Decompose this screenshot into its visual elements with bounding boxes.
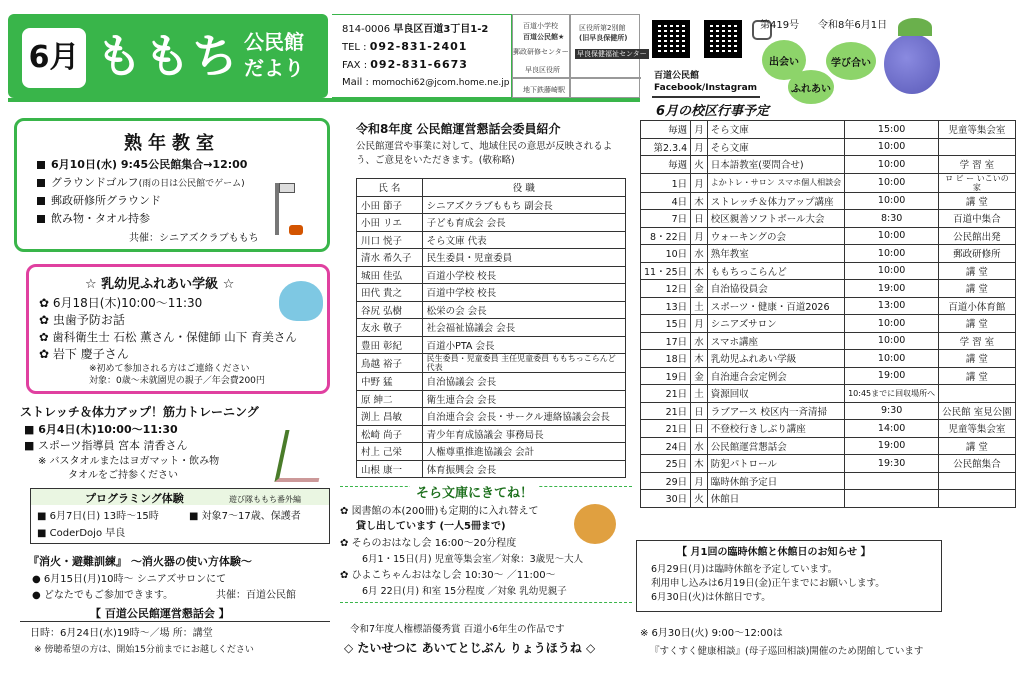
sch-date: 19日 bbox=[641, 367, 691, 385]
sch-day: 日 bbox=[691, 210, 708, 228]
schedule-row bbox=[641, 245, 1016, 263]
programming-date: ■ 6月7日(日) 13時～15時 bbox=[37, 511, 159, 522]
sch-time: 13:00 bbox=[845, 297, 939, 315]
sch-event: 校区親善ソフトボール大会 bbox=[707, 210, 844, 228]
sch-day: 土 bbox=[691, 385, 708, 403]
schedule-row bbox=[641, 173, 1016, 192]
members-row bbox=[357, 249, 626, 267]
schedule-row bbox=[641, 455, 1016, 473]
sch-event: ラブアース 校区内一斉清掃 bbox=[707, 402, 844, 420]
sch-time: 10:00 bbox=[845, 315, 939, 333]
stretch-section bbox=[14, 402, 334, 484]
stretch-note-2: タオルをご持参ください bbox=[68, 470, 178, 481]
map-label-kuyakusho: 早良区役所 bbox=[525, 66, 560, 74]
jukunen-title: 熟年教室 bbox=[124, 133, 220, 154]
nyuyoji-lecturers: ✿ 歯科衛生士 石松 薫さん・保健師 山下 育美さん bbox=[39, 330, 297, 344]
sch-place: 公民館集合 bbox=[939, 455, 1016, 473]
member-name: 谷尻 弘樹 bbox=[357, 301, 423, 319]
schedule-row bbox=[641, 350, 1016, 368]
schedule-row bbox=[641, 367, 1016, 385]
schedule-row bbox=[641, 138, 1016, 156]
map-label-old-hokenjo: (旧早良保健所) bbox=[579, 34, 628, 42]
programming-title: プログラミング体験 bbox=[85, 492, 184, 505]
sora-books: ✿ 図書館の本(200冊)も定期的に入れ替えて bbox=[340, 506, 539, 517]
sch-event: シニアズサロン bbox=[707, 315, 844, 333]
sch-time: 9:30 bbox=[845, 402, 939, 420]
schedule-row bbox=[641, 192, 1016, 210]
issue-number: 第419号 bbox=[760, 20, 800, 31]
sora-title: そら文庫にきてね！ bbox=[410, 482, 539, 501]
member-role: 自治協議会 会長 bbox=[422, 373, 625, 391]
member-role: 百道小PTA 会長 bbox=[422, 336, 625, 354]
sch-day: 水 bbox=[691, 245, 708, 263]
sch-event: 日本語教室(要問合せ) bbox=[707, 156, 844, 174]
member-role: 自治連合会 会長・サークル連絡協議会会長 bbox=[422, 408, 625, 426]
schedule-row bbox=[641, 332, 1016, 350]
sch-date: 12日 bbox=[641, 280, 691, 298]
bubble-deai: 出会い bbox=[762, 40, 806, 80]
schedule-table bbox=[640, 120, 1016, 508]
member-role: 社会福祉協議会 会長 bbox=[422, 319, 625, 337]
members-header-role: 役 職 bbox=[422, 179, 625, 197]
stretch-title: ストレッチ＆体力アップ！筋力トレーニング bbox=[20, 405, 259, 419]
schedule-row bbox=[641, 210, 1016, 228]
nyuyoji-target: 対象：0歳～未就園児の親子／年会費200円 bbox=[89, 376, 265, 386]
sch-time: 8:30 bbox=[845, 210, 939, 228]
sch-time: 10:00 bbox=[845, 262, 939, 280]
slogan-text: ◇ たいせつに あいてとじぶん りょうほうね ◇ bbox=[344, 641, 596, 655]
stretch-note: ※ バスタオルまたはヨガマット・飲み物 bbox=[38, 456, 220, 467]
sch-event: ももちっこらんど bbox=[707, 262, 844, 280]
map-label-fukushi: 早良保健福祉センター bbox=[577, 50, 647, 58]
member-role: 人権尊重推進協議会 会計 bbox=[422, 443, 625, 461]
sch-day: 火 bbox=[691, 490, 708, 508]
sch-place: 講 堂 bbox=[939, 437, 1016, 455]
sns-platforms: Facebook/Instagram bbox=[654, 83, 758, 93]
sch-place bbox=[939, 385, 1016, 403]
member-name: 城田 佳弘 bbox=[357, 266, 423, 284]
sch-place: 児童等集会室 bbox=[939, 121, 1016, 139]
sch-place: 百道小体育館 bbox=[939, 297, 1016, 315]
sora-ohanashi: ✿ そらのおはなし会 16:00～20分程度 bbox=[340, 538, 517, 549]
member-role: そら文庫 代表 bbox=[422, 231, 625, 249]
sch-time: 19:30 bbox=[845, 455, 939, 473]
issue-date: 令和8年6月1日 bbox=[818, 20, 888, 31]
mail-address: momochi62@jcom.home.ne.jp bbox=[372, 78, 510, 88]
sch-place: 講 堂 bbox=[939, 367, 1016, 385]
sch-place: ロ ビ ー いこいの家 bbox=[939, 173, 1016, 192]
nyuyoji-section bbox=[26, 264, 330, 394]
members-row bbox=[357, 231, 626, 249]
sch-day: 水 bbox=[691, 437, 708, 455]
member-name: 松崎 尚子 bbox=[357, 425, 423, 443]
golf-ball-icon bbox=[289, 225, 303, 235]
sch-day: 金 bbox=[691, 367, 708, 385]
sch-time: 10:00 bbox=[845, 138, 939, 156]
sch-date: 24日 bbox=[641, 437, 691, 455]
members-row bbox=[357, 266, 626, 284]
members-row bbox=[357, 336, 626, 354]
sch-day: 月 bbox=[691, 121, 708, 139]
sch-date: 第2.3.4 bbox=[641, 138, 691, 156]
sch-event: 熟年教室 bbox=[707, 245, 844, 263]
sch-time: 19:00 bbox=[845, 280, 939, 298]
sch-time: 15:00 bbox=[845, 121, 939, 139]
newsletter-subtitle-2: だより bbox=[244, 56, 304, 80]
map-label-station: 地下鉄藤崎駅 bbox=[523, 86, 565, 94]
jukunen-bring: 飲み物・タオル持参 bbox=[37, 211, 150, 227]
member-role: 体育振興会 会長 bbox=[422, 460, 625, 478]
sora-hiyoko-date: 6月 22日(月) 和室 15分程度 ／対象 乳幼児親子 bbox=[362, 586, 567, 597]
schedule-row bbox=[641, 121, 1016, 139]
member-name: 村上 己栄 bbox=[357, 443, 423, 461]
members-table bbox=[356, 178, 626, 478]
members-row bbox=[357, 460, 626, 478]
schedule-row bbox=[641, 297, 1016, 315]
sch-day: 月 bbox=[691, 173, 708, 192]
sch-place: 公民館出発 bbox=[939, 227, 1016, 245]
member-name: 川口 悦子 bbox=[357, 231, 423, 249]
member-name: 清水 希久子 bbox=[357, 249, 423, 267]
access-map bbox=[512, 14, 647, 98]
mail-label: Mail : bbox=[342, 77, 369, 88]
member-name: 山根 康一 bbox=[357, 460, 423, 478]
sch-event: スマホ講座 bbox=[707, 332, 844, 350]
members-intro: 公民館運営や事業に対して、地域住民の意思が反映されるよう、ご意見をいただきます。(敬称略) bbox=[356, 141, 613, 166]
sch-time bbox=[845, 490, 939, 508]
map-label-school: 百道小学校 bbox=[523, 22, 558, 30]
footer-note-1: ※ 6月30日(火) 9:00～12:00は bbox=[640, 628, 783, 639]
sch-time: 19:00 bbox=[845, 437, 939, 455]
sch-event: 休館日 bbox=[707, 490, 844, 508]
jukunen-place: 郵政研修所グラウンド bbox=[37, 193, 161, 209]
sch-place: 講 堂 bbox=[939, 280, 1016, 298]
sch-day: 木 bbox=[691, 455, 708, 473]
sch-time: 14:00 bbox=[845, 420, 939, 438]
members-row bbox=[357, 301, 626, 319]
sch-date: 7日 bbox=[641, 210, 691, 228]
unei-datetime: 日時：6月24日(水)19時～／場 所：講堂 bbox=[30, 628, 213, 639]
closure-line-1: 6月29日(月)は臨時休館を予定しています。 bbox=[651, 564, 838, 575]
members-row bbox=[357, 354, 626, 373]
elephant-icon bbox=[279, 281, 323, 321]
sch-date: 4日 bbox=[641, 192, 691, 210]
members-row bbox=[357, 284, 626, 302]
sch-place bbox=[939, 490, 1016, 508]
sch-day: 金 bbox=[691, 280, 708, 298]
exercise-figure-icon bbox=[274, 430, 329, 482]
jukunen-golf: グラウンドゴルフ(雨の日は公民館でゲーム) bbox=[37, 175, 245, 192]
member-role: シニアズクラブももち 副会長 bbox=[422, 196, 625, 214]
jukunen-sponsor: 共催：シニアズクラブももち bbox=[129, 233, 259, 244]
sch-place: 講 堂 bbox=[939, 192, 1016, 210]
sora-divider-bottom bbox=[340, 602, 632, 603]
sch-date: 29日 bbox=[641, 472, 691, 490]
sch-time: 10:00 bbox=[845, 192, 939, 210]
sch-time bbox=[845, 472, 939, 490]
instagram-qr-code bbox=[704, 20, 742, 58]
sch-day: 月 bbox=[691, 472, 708, 490]
sns-account-name: 百道公民館 bbox=[654, 71, 700, 81]
sch-time: 19:00 bbox=[845, 367, 939, 385]
members-row bbox=[357, 196, 626, 214]
sch-place bbox=[939, 138, 1016, 156]
leaf-illustration bbox=[898, 18, 932, 36]
sch-event: 資源回収 bbox=[707, 385, 844, 403]
sch-time: 10:00 bbox=[845, 227, 939, 245]
member-role: 百道中学校 校長 bbox=[422, 284, 625, 302]
schedule-row bbox=[641, 156, 1016, 174]
shoka-section bbox=[20, 554, 330, 604]
sch-date: 15日 bbox=[641, 315, 691, 333]
member-role: 衛生連合会 会長 bbox=[422, 390, 625, 408]
members-row bbox=[357, 319, 626, 337]
members-header-name: 氏 名 bbox=[357, 179, 423, 197]
schedule-row bbox=[641, 472, 1016, 490]
header-rule bbox=[8, 98, 640, 102]
member-name: 原 紳二 bbox=[357, 390, 423, 408]
sch-place: 公民館 室見公園 bbox=[939, 402, 1016, 420]
sch-event: 公民館運営懇話会 bbox=[707, 437, 844, 455]
member-name: 小田 リエ bbox=[357, 214, 423, 232]
shoka-title: 『消火・避難訓練』 ～消火器の使い方体験～ bbox=[28, 555, 252, 568]
jukunen-date: 6月10日(水) 9:45公民館集合→12:00 bbox=[37, 157, 247, 173]
schedule-row bbox=[641, 420, 1016, 438]
sora-lending: 貸し出しています (一人5冊まで) bbox=[356, 521, 506, 532]
contact-info bbox=[332, 14, 512, 98]
shoka-open: ● どなたでもご参加できます。 bbox=[32, 590, 174, 601]
slogan-note: 令和7年度人権標語優秀賞 百道小6年生の作品です bbox=[350, 624, 565, 635]
member-role: 民生委員・児童委員 主任児童委員 ももちっこらんど代表 bbox=[422, 354, 625, 373]
sch-day: 木 bbox=[691, 350, 708, 368]
sch-day: 日 bbox=[691, 420, 708, 438]
nyuyoji-note: ※初めて参加される方はご連絡ください bbox=[89, 364, 250, 374]
members-row bbox=[357, 425, 626, 443]
postal-code: 814-0006 bbox=[342, 24, 391, 35]
sch-place: 講 堂 bbox=[939, 262, 1016, 280]
member-name: 豊田 彰紀 bbox=[357, 336, 423, 354]
programming-section bbox=[30, 488, 330, 544]
member-name: 鳥越 裕子 bbox=[357, 354, 423, 373]
sch-event: 自治協役員会 bbox=[707, 280, 844, 298]
sch-date: 11・25日 bbox=[641, 262, 691, 280]
sch-date: 17日 bbox=[641, 332, 691, 350]
fax-label: FAX : bbox=[342, 60, 368, 71]
nyuyoji-staff: ✿ 岩下 慶子さん bbox=[39, 347, 129, 361]
teddy-bear-icon bbox=[574, 504, 616, 544]
schedule-row bbox=[641, 490, 1016, 508]
member-name: 田代 貴之 bbox=[357, 284, 423, 302]
sch-event: 臨時休館予定日 bbox=[707, 472, 844, 490]
member-name: 友永 敬子 bbox=[357, 319, 423, 337]
closure-line-3: 6月30日(火)は休館日です。 bbox=[651, 592, 771, 603]
sora-hiyoko: ✿ ひよこちゃんおはなし会 10:30～ ／11:00～ bbox=[340, 570, 556, 581]
sch-time: 10:00 bbox=[845, 156, 939, 174]
member-name: 渕上 昌敏 bbox=[357, 408, 423, 426]
sch-day: 水 bbox=[691, 332, 708, 350]
member-name: 小田 節子 bbox=[357, 196, 423, 214]
sch-event: 乳幼児ふれあい学級 bbox=[707, 350, 844, 368]
member-name: 中野 猛 bbox=[357, 373, 423, 391]
nyuyoji-topic: ✿ 虫歯予防お話 bbox=[39, 313, 125, 327]
sch-day: 火 bbox=[691, 156, 708, 174]
sch-day: 木 bbox=[691, 262, 708, 280]
sch-date: 毎週 bbox=[641, 156, 691, 174]
nyuyoji-date: ✿ 6月18日(木)10:00～11:30 bbox=[39, 296, 203, 310]
sch-date: 1日 bbox=[641, 173, 691, 192]
schedule-row bbox=[641, 385, 1016, 403]
programming-target: ■ 対象7～17歳、保護者 bbox=[189, 511, 301, 522]
sch-date: 25日 bbox=[641, 455, 691, 473]
schedule-row bbox=[641, 437, 1016, 455]
member-role: 松栄の会 会長 bbox=[422, 301, 625, 319]
schedule-row bbox=[641, 402, 1016, 420]
sch-time: 10:00 bbox=[845, 245, 939, 263]
members-row bbox=[357, 214, 626, 232]
sch-event: 防犯パトロール bbox=[707, 455, 844, 473]
sch-day: 月 bbox=[691, 227, 708, 245]
sch-place: 百道中集合 bbox=[939, 210, 1016, 228]
sch-date: 21日 bbox=[641, 420, 691, 438]
schedule-row bbox=[641, 315, 1016, 333]
member-role: 青少年育成協議会 事務局長 bbox=[422, 425, 625, 443]
member-role: 百道小学校 校長 bbox=[422, 266, 625, 284]
schedule-row bbox=[641, 227, 1016, 245]
sch-day: 木 bbox=[691, 192, 708, 210]
sch-event: そら文庫 bbox=[707, 121, 844, 139]
sch-date: 18日 bbox=[641, 350, 691, 368]
members-row bbox=[357, 373, 626, 391]
programming-subtitle: 遊び隊ももち番外編 bbox=[229, 495, 301, 504]
sch-place: 学 習 室 bbox=[939, 156, 1016, 174]
sch-place: 郵政研修所 bbox=[939, 245, 1016, 263]
address: 早良区百道3丁目1-2 bbox=[393, 24, 489, 35]
footer-note-2: 『すくすく健康相談』(母子巡回相談)開催のため閉館しています bbox=[650, 646, 924, 657]
fax-number: 092-831-6673 bbox=[370, 58, 468, 71]
sch-place: 講 堂 bbox=[939, 350, 1016, 368]
sch-time: 10:00 bbox=[845, 173, 939, 192]
sch-event: 不登校行きしぶり講座 bbox=[707, 420, 844, 438]
map-label-bekkan: 区役所第2別館 bbox=[579, 24, 626, 32]
sch-place: 講 堂 bbox=[939, 315, 1016, 333]
shoka-sponsor: 共催：百道公民館 bbox=[216, 590, 296, 601]
sch-day: 土 bbox=[691, 297, 708, 315]
map-label-yusei: 郵政研修センター bbox=[513, 48, 569, 56]
sch-place: 学 習 室 bbox=[939, 332, 1016, 350]
month-badge: 6月 bbox=[22, 28, 86, 88]
sch-day: 月 bbox=[691, 315, 708, 333]
sch-time: 10:00 bbox=[845, 332, 939, 350]
members-title: 令和8年度 公民館運営懇話会委員紹介 bbox=[356, 122, 561, 136]
members-row bbox=[357, 408, 626, 426]
golf-flag-icon bbox=[279, 183, 295, 193]
bubble-manabiai: 学び合い bbox=[826, 42, 876, 80]
unei-note: ※ 傍聴希望の方は、開始15分前までにお越しください bbox=[34, 645, 254, 655]
closure-title: 【 月1回の臨時休館と休館日のお知らせ 】 bbox=[677, 547, 871, 558]
sch-date: 8・22日 bbox=[641, 227, 691, 245]
schedule-title: 6月の校区行事予定 bbox=[656, 104, 770, 119]
schedule-row bbox=[641, 262, 1016, 280]
sch-date: 13日 bbox=[641, 297, 691, 315]
sch-event: ストレッチ＆体力アップ講座 bbox=[707, 192, 844, 210]
sch-place bbox=[939, 472, 1016, 490]
closure-line-2: 利用申し込みは6月19日(金)正午までにお願いします。 bbox=[651, 578, 885, 589]
newsletter-title: ももち bbox=[96, 29, 240, 83]
member-role: 民生委員・児童委員 bbox=[422, 249, 625, 267]
sora-ohanashi-date: 6月1・15日(月) 児童等集会室／対象：3歳児～大人 bbox=[362, 554, 584, 565]
unei-title: 【 百道公民館運営懇話会 】 bbox=[90, 607, 230, 620]
nyuyoji-title: ☆ 乳幼児ふれあい学級 ☆ bbox=[85, 277, 235, 292]
stretch-instructor: ■ スポーツ指導員 宮本 清香さん bbox=[24, 439, 188, 452]
members-row bbox=[357, 390, 626, 408]
facebook-qr-code bbox=[652, 20, 690, 58]
sch-place: 児童等集会室 bbox=[939, 420, 1016, 438]
programming-organizer: ■ CoderDojo 早良 bbox=[37, 528, 126, 539]
tel-number: 092-831-2401 bbox=[369, 40, 468, 53]
schedule-row bbox=[641, 280, 1016, 298]
sch-event: スポーツ・健康・百道2026 bbox=[707, 297, 844, 315]
jukunen-section bbox=[14, 118, 330, 252]
hydrangea-illustration bbox=[884, 34, 940, 94]
map-label-kominkan: 百道公民館★ bbox=[523, 33, 565, 41]
sch-day: 日 bbox=[691, 402, 708, 420]
sch-date: 21日 bbox=[641, 385, 691, 403]
members-row bbox=[357, 443, 626, 461]
sch-date: 30日 bbox=[641, 490, 691, 508]
sch-event: そら文庫 bbox=[707, 138, 844, 156]
stretch-date: ■ 6月4日(木)10:00～11:30 bbox=[24, 423, 178, 436]
sch-time: 10:45までに回収場所へ bbox=[845, 385, 939, 403]
sch-event: ウォーキングの会 bbox=[707, 227, 844, 245]
member-role: 子ども育成会 会長 bbox=[422, 214, 625, 232]
sns-underline bbox=[652, 96, 760, 98]
sch-date: 21日 bbox=[641, 402, 691, 420]
shoka-date: ● 6月15日(月)10時～ シニアズサロンにて bbox=[32, 574, 227, 585]
bubble-fureai: ふれあい bbox=[788, 70, 834, 104]
tel-label: TEL : bbox=[342, 42, 367, 53]
sch-day: 月 bbox=[691, 138, 708, 156]
newsletter-subtitle-1: 公民館 bbox=[244, 30, 304, 54]
unei-title-bar bbox=[20, 606, 330, 622]
closure-notice bbox=[636, 540, 942, 612]
sch-time: 10:00 bbox=[845, 350, 939, 368]
sch-date: 10日 bbox=[641, 245, 691, 263]
sch-date: 毎週 bbox=[641, 121, 691, 139]
sch-event: よかトレ・サロン スマホ個人相談会 bbox=[707, 173, 844, 192]
sch-event: 自治連合会定例会 bbox=[707, 367, 844, 385]
